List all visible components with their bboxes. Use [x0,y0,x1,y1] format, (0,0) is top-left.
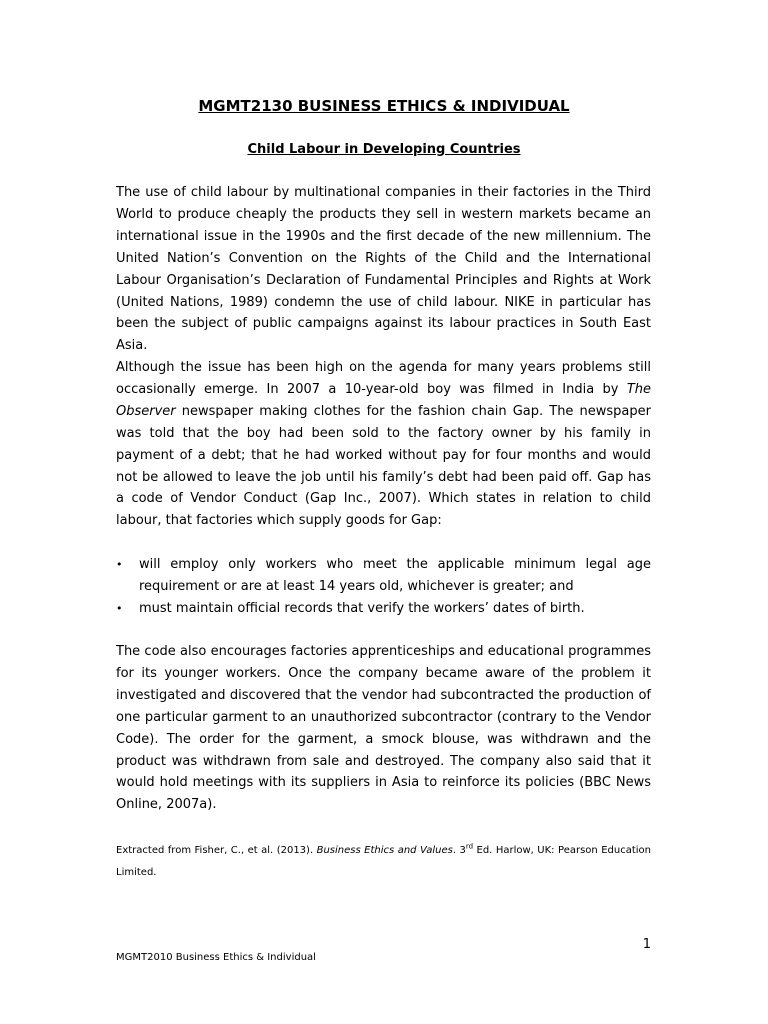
paragraph-gap-case [116,357,651,532]
list-item [116,554,651,598]
document-title: MGMT2130 BUSINESS ETHICS & INDIVIDUAL [198,97,570,115]
newspaper-name: The Observer [116,381,651,419]
paragraph-intro [116,182,651,357]
document-subtitle: Child Labour in Developing Countries [247,142,521,157]
paragraph-text-start: Although the issue has been high on the agenda for many years problems still occasionally emerge. In 2007 a 10-year-old boy was filmed in India by [116,360,651,397]
bullet-icon: • [116,558,123,571]
paragraph-text: The use of child labour by multinational companies in their factories in the Third World to produce cheaply the products they sell in western markets became an international issue in the 1990s and the first decade of the new millennium. The United Nation’s Convention on the Rights of the Child and the International Labour Organisation’s Declaration of Fundamental Principles and Rights at Work (United Nations, 1989) condemn the use of child labour. NIKE in particular has been the subject of public campaigns against its labour practices in South East Asia. [116,185,651,354]
citation-authors: Extracted from Fisher, C., et al. (2013). [116,845,317,856]
bullet-icon: • [116,601,123,615]
citation-superscript: rd [465,842,474,851]
list-item [116,598,651,620]
citation [116,840,651,884]
citation-book-title: Business Ethics and Values [316,845,453,856]
page-footer: MGMT2010 Business Ethics & Individual [116,952,316,963]
paragraph-outcome [116,641,651,816]
vendor-code-list [116,554,651,620]
list-item-text: will employ only workers who meet the applicable minimum legal age requirement or are at least 14 years old, whichever is greater; and [139,557,651,594]
paragraph-text-end: newspaper making clothes for the fashion chain Gap. The newspaper was told that the boy had been sold to the factory owner by his family in payment of a debt; that he had worked without pay for four months and would not be allowed to leave the job until his family’s debt had been paid off. Gap has a code of Vendor Conduct (Gap Inc., 2007). Which states in relation to child labour, that factories which supply goods for Gap: [116,403,651,529]
page-number: 1 [642,937,651,952]
citation-edition: . 3 [452,845,466,856]
list-item-text: must maintain official records that verify the workers’ dates of birth. [139,600,585,616]
paragraph-text: The code also encourages factories apprenticeships and educational programmes for its younger workers. Once the company became aware of the problem it investigated and discovered that the vendor had subcontracted the production of one particular garment to an unauthorized subcontractor (contrary to the Vendor Code). The order for the garment, a smock blouse, was withdrawn and the product was withdrawn from sale and destroyed. The company also said that it would hold meetings with its suppliers in Asia to reinforce its policies (BBC News Online, 2007a). [116,644,651,813]
citation-publisher: Ed. Harlow, UK: Pearson Education Limited. [116,845,651,878]
